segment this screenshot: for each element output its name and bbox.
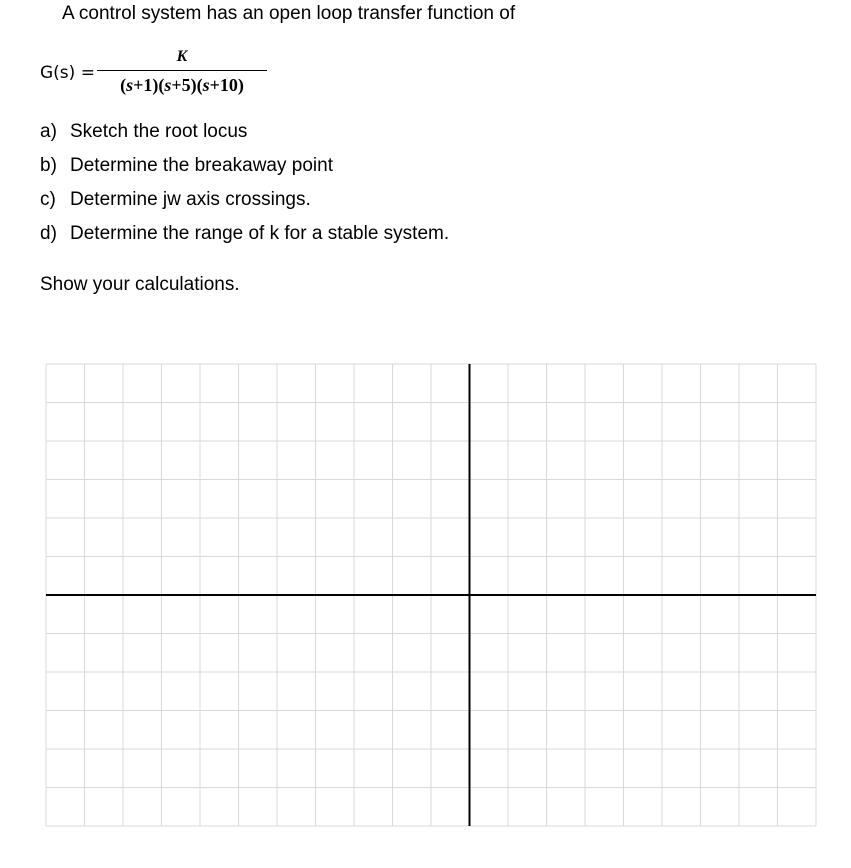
- denominator-part: +5)(: [171, 75, 203, 95]
- question-label: d): [40, 223, 57, 244]
- question-text: Determine jw axis crossings.: [70, 189, 311, 210]
- closing-instruction: Show your calculations.: [40, 274, 240, 295]
- question-label: c): [40, 189, 56, 210]
- denominator-part: s: [164, 75, 172, 95]
- question-label: b): [40, 155, 57, 176]
- denominator-part: s: [126, 75, 134, 95]
- question-text: Determine the breakaway point: [70, 155, 333, 176]
- question-text: Determine the range of k for a stable system.: [70, 223, 450, 244]
- denominator-part: +1)(: [133, 75, 165, 95]
- transfer-function-label: G(s) =: [40, 63, 95, 83]
- problem-intro: A control system has an open loop transfer function of: [62, 3, 516, 24]
- question-label: a): [40, 121, 57, 142]
- transfer-function-numerator: K: [176, 48, 188, 65]
- question-text: Sketch the root locus: [70, 121, 248, 142]
- denominator-part: (: [120, 75, 127, 95]
- denominator-part: s: [202, 75, 210, 95]
- denominator-part: +10): [209, 75, 244, 95]
